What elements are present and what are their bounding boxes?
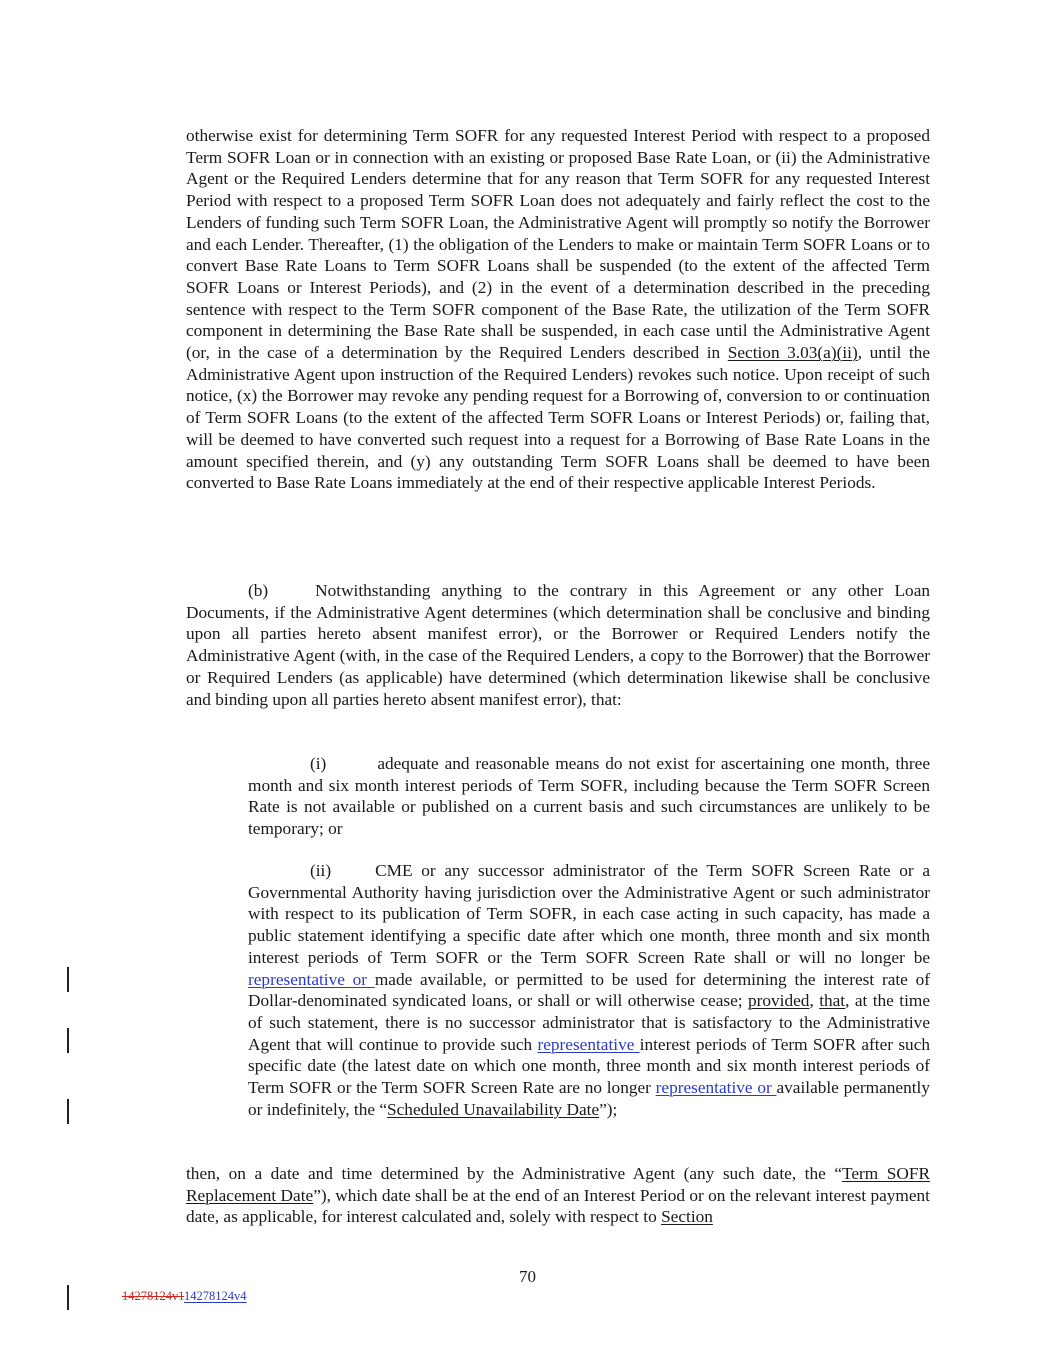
paragraph-text: ”); <box>599 1099 618 1119</box>
inserted-doc-id: 14278124v4 <box>184 1289 247 1303</box>
inserted-text: representative or <box>655 1078 777 1098</box>
clause-label: (ii) <box>310 861 332 880</box>
paragraph-text: then, on a date and time determined by the Administrative Agent (any such date, the “ <box>186 1164 843 1183</box>
paragraph-text: interest periods of Term SOFR after such specific date (the latest date on which one month, three month and six month interest periods of Term SOFR or the Term SOFR Screen Rate are no longer <box>248 1034 930 1098</box>
clause-label: (b) <box>248 581 269 600</box>
paragraph-text: , <box>809 991 820 1011</box>
subclause-ii <box>248 860 930 1120</box>
clause-label: (i) <box>310 754 327 773</box>
paragraph-continuation <box>186 125 930 494</box>
paragraph-text: made available, or permitted to be used for determining the interest rate of Dollar-denominated syndicated loans, or shall or will otherwise cease; <box>248 969 930 1011</box>
change-bar <box>67 1099 69 1124</box>
paragraph-text: otherwise exist for determining Term SOFR for any requested Interest Period with respect to a proposed Term SOFR Loan or in connection with an existing or proposed Base Rate Loan, or (ii) the Administrative Agent or the Required Lenders determine that for any reason that Term SOFR for any requested Interest Period with respect to a proposed Term SOFR Loan does not adequately and fairly reflect the cost to the Lenders of funding such Term SOFR Loan, the Administrative Agent will promptly so notify the Borrower and each Lender. Thereafter, (1) the obligation of the Lenders to make or maintain Term SOFR Loans or to convert Base Rate Loans to Term SOFR Loans shall be suspended (to the extent of the affected Term SOFR Loans or Interest Periods), and (2) in the event of a determination described in the preceding sentence with respect to the Term SOFR component of the Base Rate, the utilization of the Term SOFR component in determining the Base Rate shall be suspended, in each case until the Administrative Agent (or, in the case of a determination by the Required Lenders described in <box>186 126 930 363</box>
paragraph-then <box>186 1163 930 1228</box>
change-bar <box>67 967 69 992</box>
provided-term: provided <box>748 991 810 1011</box>
section-reference-link[interactable]: Section 3.03(a)(ii) <box>727 343 858 363</box>
inserted-text: representative <box>537 1034 640 1054</box>
that-term: that <box>819 991 846 1011</box>
subclause-i <box>248 753 930 840</box>
change-bar <box>67 1285 69 1310</box>
inserted-text: representative or <box>248 969 375 989</box>
paragraph-text: adequate and reasonable means do not exist for ascertaining one month, three month and six month interest periods of Term SOFR, including because the Term SOFR Screen Rate is not available or published on a current basis and such circumstances are unlikely to be temporary; or <box>248 754 930 839</box>
paragraph-text: CME or any successor administrator of the Term SOFR Screen Rate or a Governmental Authority having jurisdiction over the Administrative Agent or such administrator with respect to its publication of Term SOFR, in each case acting in such capacity, has made a public statement identifying a specific date after which one month, three month and six month interest periods of Term SOFR or the Term SOFR Screen Rate shall or will no longer be <box>248 861 930 967</box>
defined-term: Term SOFR Replacement Date <box>186 1164 931 1205</box>
paragraph-text: , at the time of such statement, there is no successor administrator that is satisfactory to the Administrative Agent that will continue to provide such <box>248 991 930 1054</box>
page-number: 70 <box>519 1267 536 1286</box>
defined-term: Scheduled Unavailability Date <box>387 1099 600 1119</box>
change-bar <box>67 1028 69 1053</box>
document-id <box>122 1289 247 1304</box>
paragraph-text: Notwithstanding anything to the contrary in this Agreement or any other Loan Documents, if the Administrative Agent determines (which determination shall be conclusive and binding upon all parties hereto absent manifest error), or the Borrower or Required Lenders notify the Administrative Agent (with, in the case of the Required Lenders, a copy to the Borrower) that the Borrower or Required Lenders (as applicable) have determined (which determination likewise shall be conclusive and binding upon all parties hereto absent manifest error), that: <box>186 581 930 709</box>
paragraph-text: ”), which date shall be at the end of an Interest Period or on the relevant interest payment date, as applicable, for interest calculated and, solely with respect to <box>186 1185 930 1227</box>
section-reference-link[interactable]: Section <box>661 1207 713 1227</box>
paragraph-b <box>186 580 930 710</box>
paragraph-text: available permanently or indefinitely, the “ <box>248 1078 930 1119</box>
paragraph-text: , until the Administrative Agent upon instruction of the Required Lenders) revokes such notice. Upon receipt of such notice, (x) the Borrower may revoke any pending request for a Borrowing of, conversion to or continuation of Term SOFR Loans (to the extent of the affected Term SOFR Loans or Interest Periods) or, failing that, will be deemed to have converted such request into a request for a Borrowing of Base Rate Loans in the amount specified therein, and (y) any outstanding Term SOFR Loans shall be deemed to have been converted to Base Rate Loans immediately at the end of their respective applicable Interest Periods. <box>186 343 930 493</box>
deleted-doc-id: 14278124v1 <box>122 1289 185 1303</box>
